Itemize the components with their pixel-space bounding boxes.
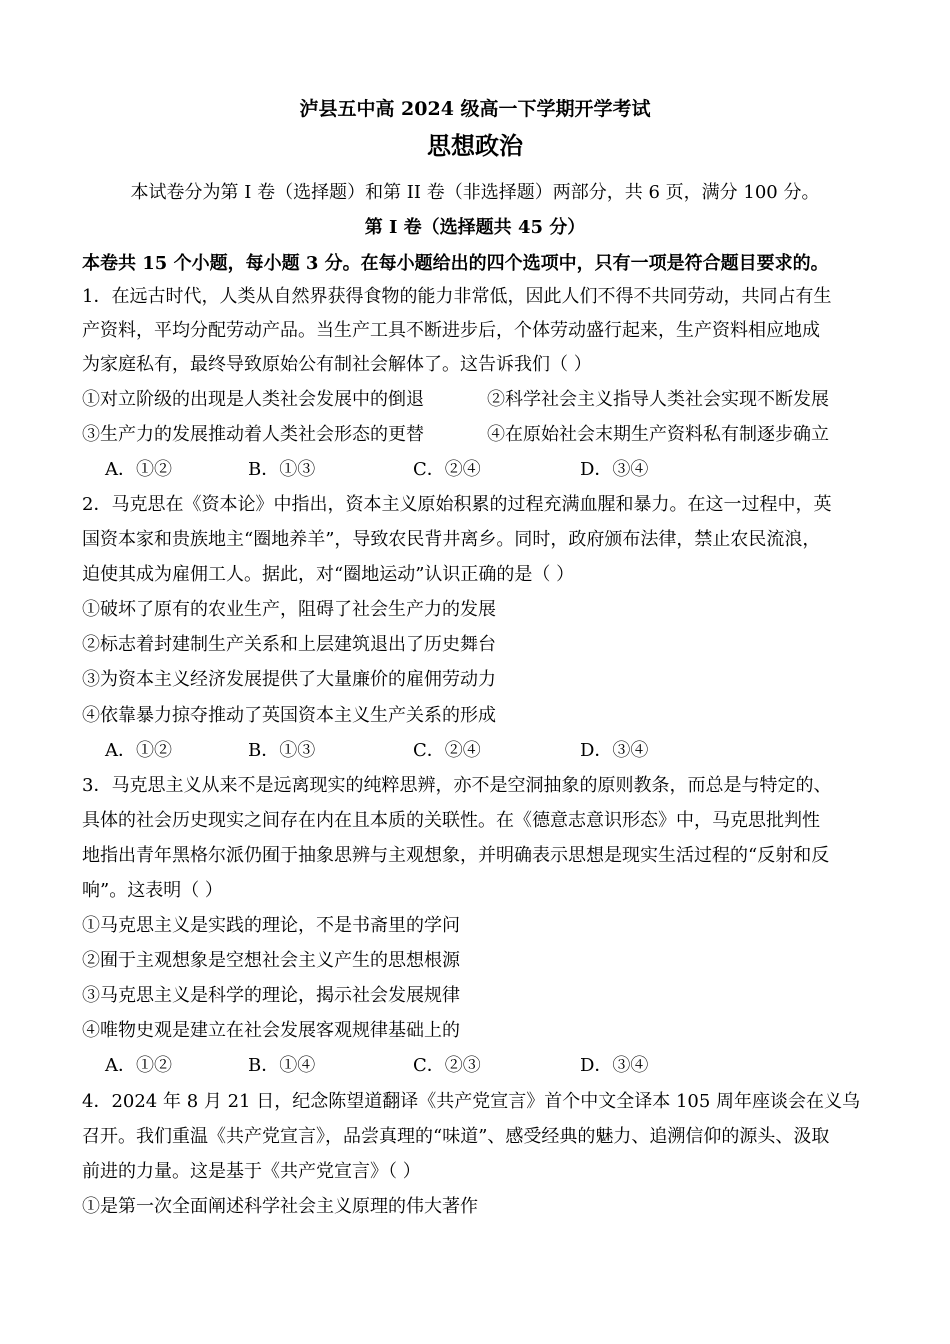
question-2-answer-a[interactable]: A．①② — [105, 740, 172, 761]
question-2-option-1: ①破坏了原有的农业生产，阻碍了社会生产力的发展 — [82, 599, 496, 620]
section-title: 第 I 卷（选择题共 45 分） — [364, 217, 586, 238]
question-3-answer-b[interactable]: B．①④ — [248, 1055, 316, 1076]
exam-intro: 本试卷分为第 I 卷（选择题）和第 II 卷（非选择题）两部分，共 6 页，满分 100 分。 — [130, 182, 820, 203]
question-1-options-row-1 — [82, 387, 882, 413]
question-1-options-row-2 — [82, 422, 882, 448]
question-3-option-3: ③马克思主义是科学的理论，揭示社会发展规律 — [82, 985, 460, 1006]
question-1-answer-b[interactable]: B．①③ — [248, 459, 316, 480]
question-3-answer-d[interactable]: D．③④ — [580, 1055, 649, 1076]
question-3-option-2: ②囿于主观想象是空想社会主义产生的思想根源 — [82, 950, 460, 971]
question-1-stem-line-3: 为家庭私有，最终导致原始公有制社会解体了。这告诉我们（ ） — [82, 354, 592, 375]
question-3-stem-line-3: 地指出青年黑格尔派仍囿于抽象思辨与主观想象，并明确表示思想是现实生活过程的“反射和反 — [82, 845, 830, 866]
question-1-option-4: ④在原始社会末期生产资料私有制逐步确立 — [487, 424, 829, 445]
question-1-stem-line-1: 1．在远古时代，人类从自然界获得食物的能力非常低，因此人们不得不共同劳动，共同占有生 — [82, 286, 832, 307]
question-3-answer-c[interactable]: C．②③ — [413, 1055, 481, 1076]
question-2-answer-b[interactable]: B．①③ — [248, 740, 316, 761]
section-instructions: 本卷共 15 个小题，每小题 3 分。在每小题给出的四个选项中，只有一项是符合题目要求的。 — [82, 253, 829, 274]
question-2-answer-d[interactable]: D．③④ — [580, 740, 649, 761]
question-2-option-4: ④依靠暴力掠夺推动了英国资本主义生产关系的形成 — [82, 705, 496, 726]
question-1-option-3: ③生产力的发展推动着人类社会形态的更替 — [82, 424, 424, 445]
question-3-answer-a[interactable]: A．①② — [105, 1055, 172, 1076]
question-1-answer-d[interactable]: D．③④ — [580, 459, 649, 480]
question-3-stem-line-1: 3．马克思主义从来不是远离现实的纯粹思辨，亦不是空洞抽象的原则教条，而总是与特定的、 — [82, 775, 832, 796]
question-3-stem-line-4: 响”。这表明（ ） — [82, 880, 223, 901]
question-2-option-2: ②标志着封建制生产关系和上层建筑退出了历史舞台 — [82, 634, 496, 655]
question-2-answer-c[interactable]: C．②④ — [413, 740, 481, 761]
question-2-stem-line-3: 迫使其成为雇佣工人。据此，对“圈地运动”认识正确的是（ ） — [82, 564, 575, 585]
question-4-stem-line-1: 4．2024 年 8 月 21 日，纪念陈望道翻译《共产党宣言》首个中文全译本 105 周年座谈会在义乌 — [82, 1091, 861, 1112]
question-2-answers — [0, 738, 950, 764]
exam-title: 泸县五中高 2024 级高一下学期开学考试 — [299, 98, 651, 120]
question-3-answers — [0, 1053, 950, 1079]
question-1-option-2: ②科学社会主义指导人类社会实现不断发展 — [487, 389, 829, 410]
question-3-option-1: ①马克思主义是实践的理论，不是书斋里的学问 — [82, 915, 460, 936]
question-2-stem-line-1: 2．马克思在《资本论》中指出，资本主义原始积累的过程充满血腥和暴力。在这一过程中，英 — [82, 494, 832, 515]
question-3-stem-line-2: 具体的社会历史现实之间存在内在且本质的关联性。在《德意志意识形态》中，马克思批判性 — [82, 810, 820, 831]
question-4-stem-line-2: 召开。我们重温《共产党宣言》，品尝真理的“味道”、感受经典的魅力、追溯信仰的源头、汲取 — [82, 1126, 830, 1147]
question-1-answers — [0, 457, 950, 483]
question-2-option-3: ③为资本主义经济发展提供了大量廉价的雇佣劳动力 — [82, 669, 496, 690]
question-4-option-1: ①是第一次全面阐述科学社会主义原理的伟大著作 — [82, 1196, 478, 1217]
question-1-answer-c[interactable]: C．②④ — [413, 459, 481, 480]
subject-title: 思想政治 — [427, 131, 523, 160]
question-2-stem-line-2: 国资本家和贵族地主“圈地养羊”，导致农民背井离乡。同时，政府颁布法律，禁止农民流浪， — [82, 529, 821, 550]
question-1-answer-a[interactable]: A．①② — [105, 459, 172, 480]
question-1-option-1: ①对立阶级的出现是人类社会发展中的倒退 — [82, 389, 424, 410]
question-1-stem-line-2: 产资料，平均分配劳动产品。当生产工具不断进步后，个体劳动盛行起来，生产资料相应地成 — [82, 320, 820, 341]
question-3-option-4: ④唯物史观是建立在社会发展客观规律基础上的 — [82, 1020, 460, 1041]
question-4-stem-line-3: 前进的力量。这是基于《共产党宣言》（ ） — [82, 1161, 421, 1182]
